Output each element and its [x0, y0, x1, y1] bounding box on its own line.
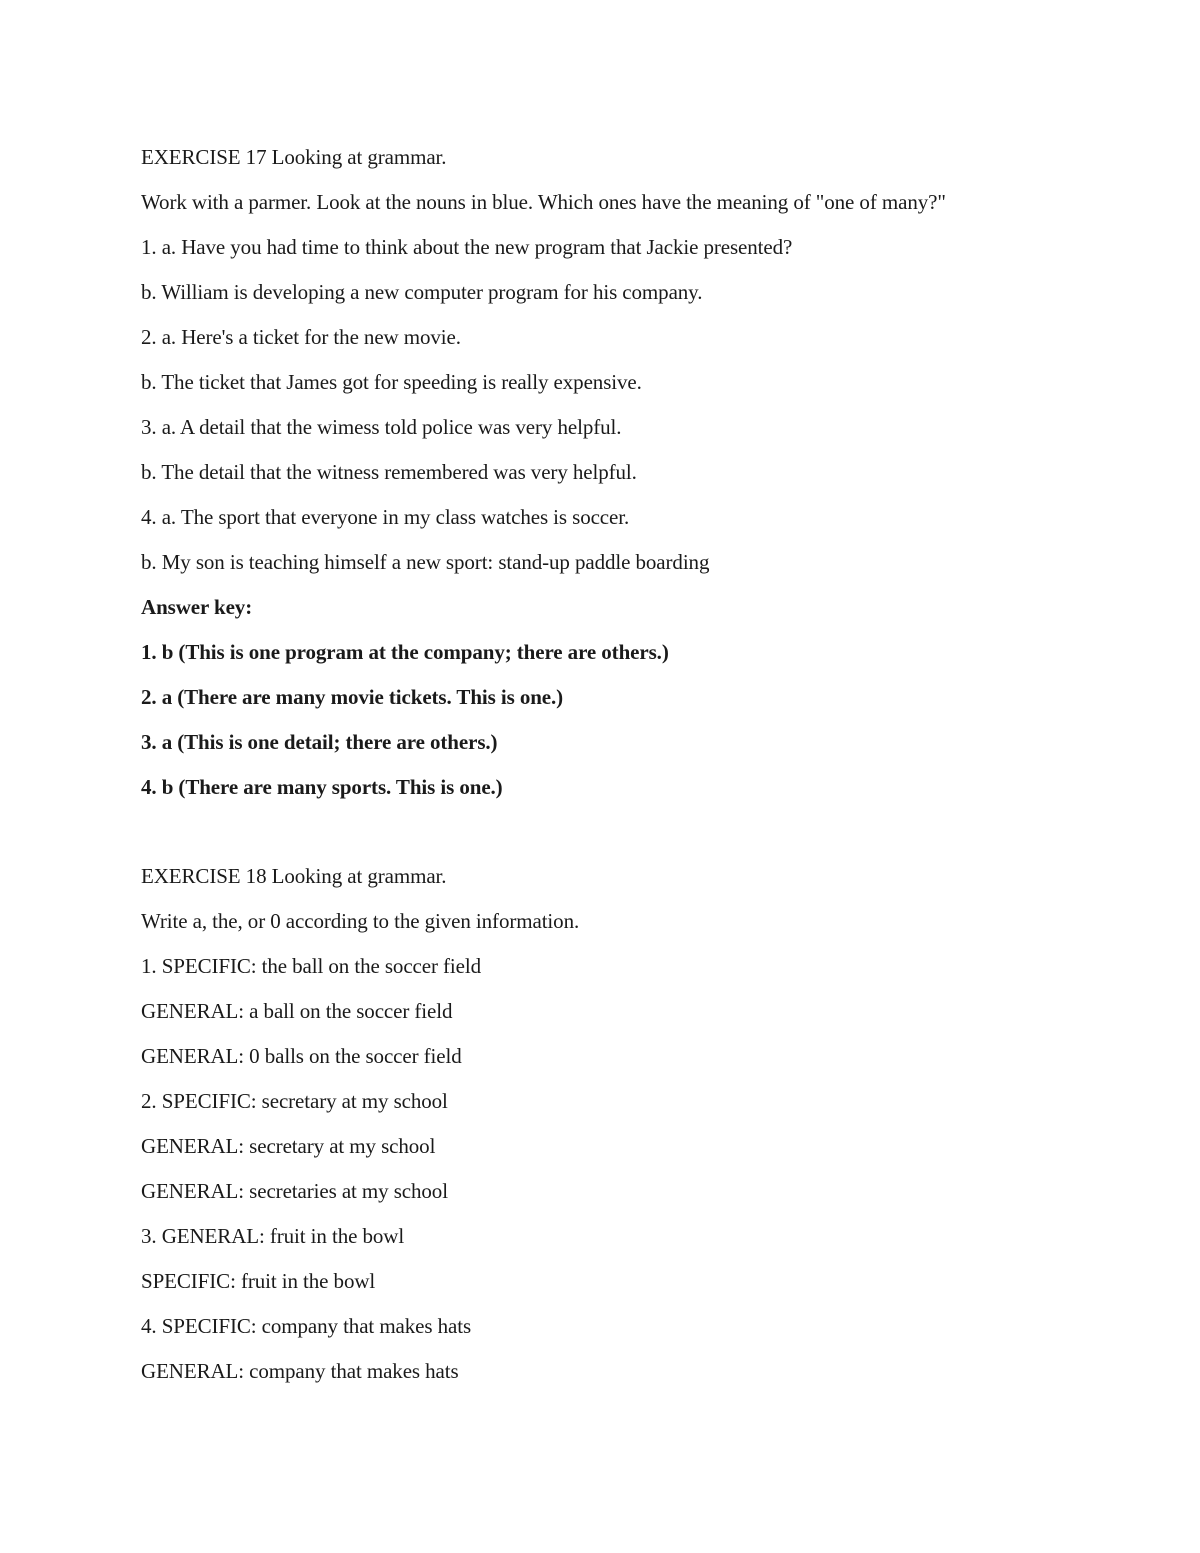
exercise-18-item: 3. GENERAL: fruit in the bowl — [141, 1224, 405, 1248]
answer-key-item: 3. a (This is one detail; there are others.) — [141, 730, 498, 754]
answer-key-item: 1. b (This is one program at the company; there are others.) — [141, 640, 669, 664]
exercise-18-instructions: Write a, the, or 0 according to the given information. — [141, 909, 580, 933]
exercise-17-item: b. William is developing a new computer program for his company. — [141, 280, 703, 304]
exercise-18-item: 4. SPECIFIC: company that makes hats — [141, 1314, 472, 1338]
exercise-17-item: 3. a. A detail that the wimess told police was very helpful. — [141, 415, 622, 439]
exercise-17-item: b. The detail that the witness remembered was very helpful. — [141, 460, 637, 484]
exercise-18-item: 2. SPECIFIC: secretary at my school — [141, 1089, 448, 1113]
exercise-18-item: GENERAL: secretary at my school — [141, 1134, 436, 1158]
exercise-18-item: GENERAL: 0 balls on the soccer field — [141, 1044, 462, 1068]
document-body — [141, 141, 1121, 1400]
exercise-17-item: 4. a. The sport that everyone in my class watches is soccer. — [141, 505, 630, 529]
exercise-18-item: GENERAL: company that makes hats — [141, 1359, 459, 1383]
exercise-18-item: 1. SPECIFIC: the ball on the soccer field — [141, 954, 482, 978]
exercise-18-item: GENERAL: secretaries at my school — [141, 1179, 448, 1203]
exercise-18-title: EXERCISE 18 Looking at grammar. — [141, 864, 447, 888]
answer-key-item: 2. a (There are many movie tickets. This is one.) — [141, 685, 564, 709]
section-spacer — [141, 816, 1121, 860]
exercise-17-item: 2. a. Here's a ticket for the new movie. — [141, 325, 461, 349]
exercise-17-title: EXERCISE 17 Looking at grammar. — [141, 145, 447, 169]
exercise-18-item: GENERAL: a ball on the soccer field — [141, 999, 453, 1023]
exercise-17-item: 1. a. Have you had time to think about the new program that Jackie presented? — [141, 235, 793, 259]
answer-key-label: Answer key: — [141, 595, 253, 619]
exercise-17-item: b. My son is teaching himself a new sport: stand-up paddle boarding — [141, 550, 710, 574]
answer-key-item: 4. b (There are many sports. This is one.) — [141, 775, 503, 799]
exercise-18-item: SPECIFIC: fruit in the bowl — [141, 1269, 376, 1293]
exercise-17-item: b. The ticket that James got for speeding is really expensive. — [141, 370, 642, 394]
exercise-17-instructions: Work with a parmer. Look at the nouns in blue. Which ones have the meaning of "one of many?" — [141, 190, 946, 214]
